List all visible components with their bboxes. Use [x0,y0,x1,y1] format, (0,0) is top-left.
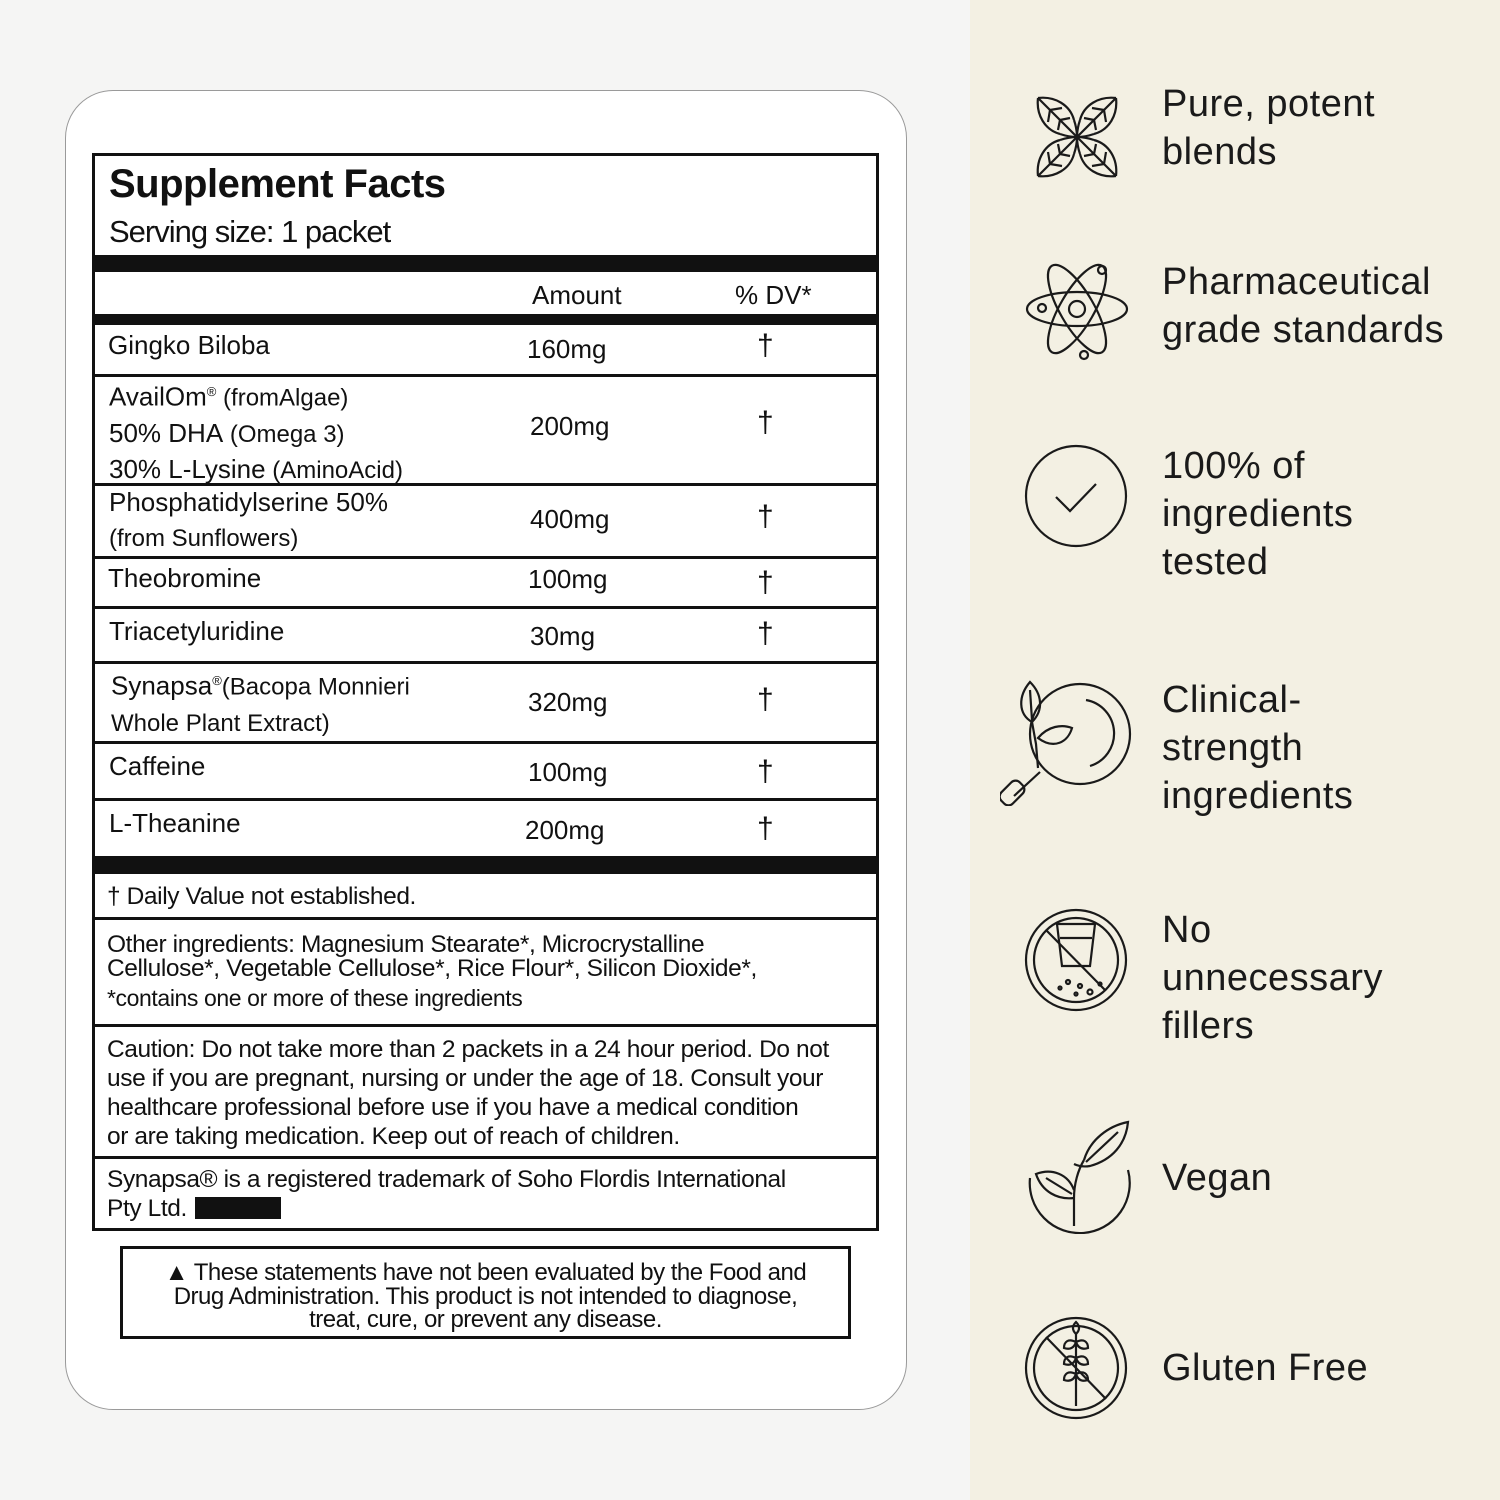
ingredient-name: Phosphatidylserine 50% (from Sunflowers) [109,487,388,552]
ingredient-amount: 200mg [525,815,605,845]
table-row [95,664,876,744]
table-row [95,486,876,559]
ingredient-name: L-Theanine [109,808,241,838]
dagger-mark: † [757,406,774,439]
table-row [95,325,876,377]
feature-ingredients-tested: 100% of ingredients tested [1162,445,1354,583]
table-row [95,559,876,609]
dv-note: † Daily Value not established. [107,883,416,910]
dagger-mark: † [757,566,774,599]
dagger-mark: † [757,812,774,845]
column-header-amount: Amount [532,280,622,310]
dv-note-row [95,874,876,920]
feature-pharmaceutical-grade: Pharmaceutical grade standards [1162,261,1445,351]
leaf-cluster-icon [1020,80,1134,194]
dagger-mark: † [757,617,774,650]
dagger-mark: † [757,755,774,788]
ingredient-amount: 200mg [530,411,610,441]
divider-thick [95,255,876,272]
feature-gluten-free: Gluten Free [1162,1347,1369,1389]
ingredient-amount: 100mg [528,564,608,594]
ingredient-amount: 100mg [528,757,608,787]
fda-disclaimer: ▲ These statements have not been evaluated by the Food and Drug Administration. This product is not intended to diagnose, treat, cure, or prevent any disease. [120,1246,851,1339]
redacted-block [195,1197,281,1219]
ingredient-name: AvailOm® (fromAlgae) 50% DHA (Omega 3) 30% L-Lysine (AminoAcid) [109,381,403,484]
ingredient-name: Synapsa®(Bacopa Monnieri Whole Plant Extract) [111,670,410,737]
trademark-row [95,1159,876,1228]
ingredient-name: Caffeine [109,751,206,781]
supplement-facts-table [92,153,879,1231]
feature-no-fillers: No unnecessary fillers [1162,909,1383,1047]
dagger-mark: † [757,500,774,533]
table-row [95,744,876,801]
serving-size: Serving size: 1 packet [109,214,391,249]
checkmark-circle-icon [1020,440,1134,554]
facts-title: Supplement Facts [109,162,446,206]
magnifier-leaf-icon [1000,672,1134,806]
divider-thick [95,314,876,325]
dagger-mark: † [757,683,774,716]
feature-pure-blends: Pure, potent blends [1162,83,1376,173]
trademark-text: Synapsa® is a registered trademark of Soho Flordis International Pty Ltd. [107,1166,786,1222]
caution-text: Caution: Do not take more than 2 packets in a 24 hour period. Do not use if you are pregnant, nursing or under the age of 18. Consult your healthcare professional before use if you have a medical condition or are taking medication. Keep out of reach of children. [107,1036,829,1150]
table-row [95,377,876,486]
divider-thick [95,856,876,874]
ingredient-amount: 30mg [530,621,596,651]
ingredient-amount: 400mg [530,504,610,534]
sprout-icon [1020,1120,1134,1234]
ingredient-amount: 320mg [528,687,608,717]
caution-row [95,1027,876,1159]
atom-icon [1020,252,1134,366]
ingredient-amount: 160mg [527,334,607,364]
ingredient-name: Theobromine [108,563,262,593]
ingredient-name: Gingko Biloba [108,330,270,360]
feature-clinical-strength: Clinical- strength ingredients [1162,679,1354,817]
table-row [95,609,876,664]
no-filler-icon [1020,906,1134,1020]
other-ingredients: Other ingredients: Magnesium Stearate*, Microcrystalline Cellulose*, Vegetable Cellulose*, Rice Flour*, Silicon Dioxide*, *contains one or more of these ingredients [107,931,757,1011]
feature-vegan: Vegan [1162,1157,1273,1199]
dagger-mark: † [757,329,774,362]
ingredient-name: Triacetyluridine [109,616,285,646]
no-wheat-icon [1020,1312,1134,1426]
table-row [95,801,876,856]
other-ingredients-row [95,920,876,1027]
column-header-dv: % DV* [735,280,812,310]
